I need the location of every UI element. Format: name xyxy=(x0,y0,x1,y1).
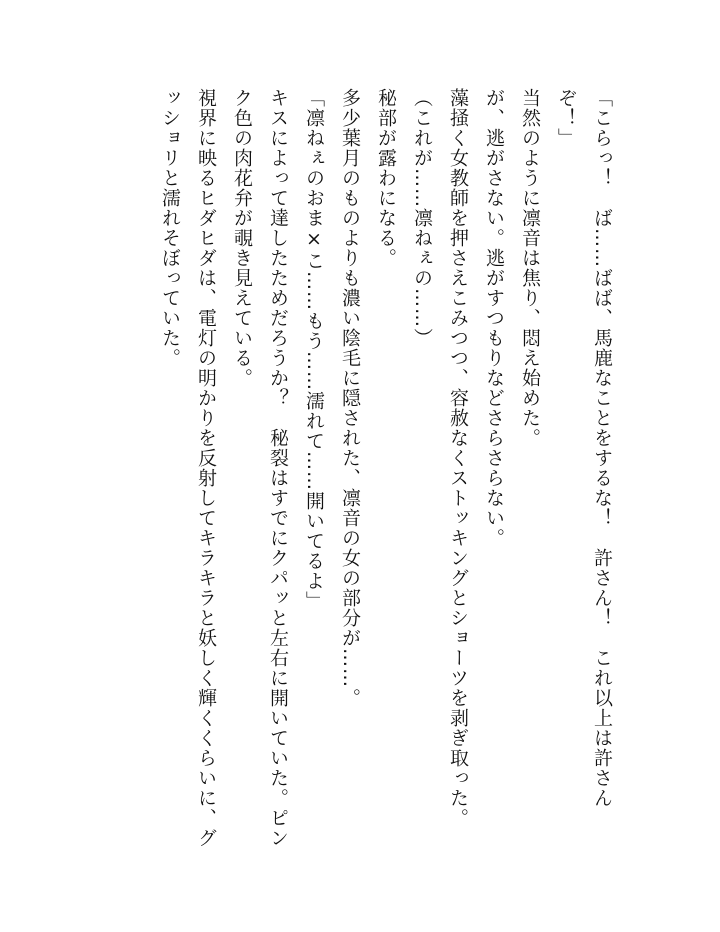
paragraph-dialogue-2: 「凛ねぇのおま×こ……もう……濡れて……開いてるよ」 xyxy=(303,88,325,611)
paragraph-narration-7: 視界に映るヒダヒダは、電灯の明かりを反射してキラキラと妖しく輝くくらいに、グッショリと濡れそぼっていた。 xyxy=(159,88,217,848)
paragraph-dialogue-1: 「こらっ！ ば……ばば、馬鹿なことをするな！ 許さん！ これ以上は許さんぞ！」 xyxy=(555,88,613,808)
paragraph-narration-2: が、逃がさない。逃がすつもりなどさらさらない。 xyxy=(483,88,505,548)
paragraph-narration-4: 秘部が露わになる。 xyxy=(375,88,397,268)
paragraph-narration-1: 当然のように凛音は焦り、悶え始めた。 xyxy=(519,88,541,448)
paragraph-narration-3: 藻掻く女教師を押さえこみつつ、容赦なくストッキングとショーツを剥ぎ取った。 xyxy=(447,88,469,828)
paragraph-narration-5: 多少葉月のものよりも濃い陰毛に隠された、凛音の女の部分が……。 xyxy=(339,88,361,708)
vertical-text-body xyxy=(152,88,620,848)
paragraph-narration-6: キスによって達したためだろうか？ 秘裂はすでにクパッと左右に開いていた。ピンク色の肉花弁が覗き見えている。 xyxy=(231,88,289,848)
paragraph-thought-1: （これが……凛ねぇの……） xyxy=(411,88,433,348)
